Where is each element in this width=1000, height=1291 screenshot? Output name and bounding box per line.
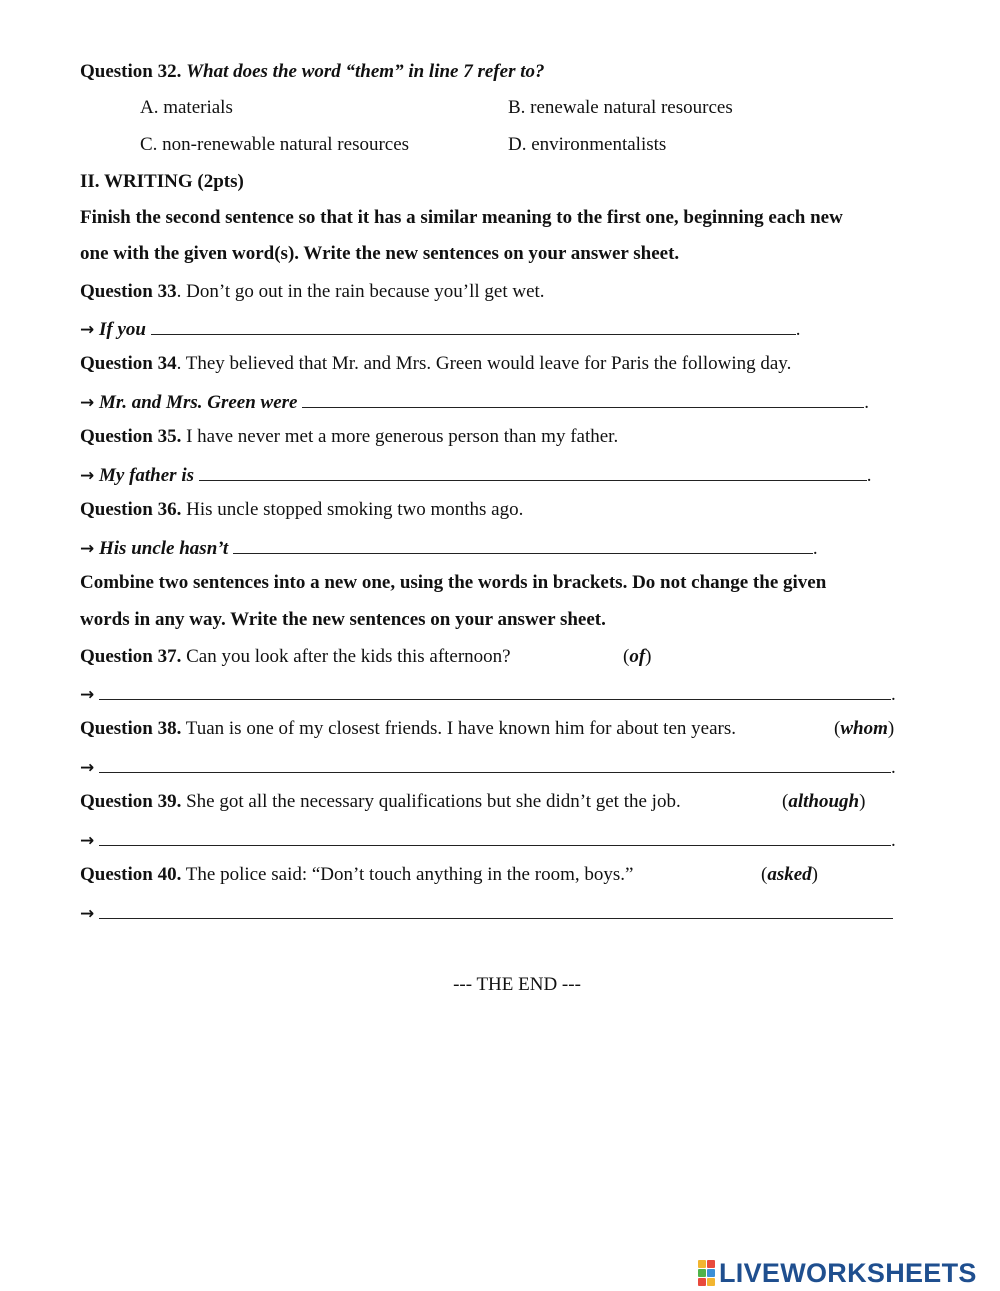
keyword: of	[629, 646, 646, 667]
answer-35	[80, 462, 872, 488]
instruction-2-line-2: words in any way. Write the new sentences on your answer sheet.	[80, 609, 606, 630]
question-33	[80, 280, 545, 304]
option-c[interactable]: C. non-renewable natural resources	[140, 134, 410, 155]
period: .	[866, 465, 872, 486]
arrow-icon: →	[80, 831, 95, 851]
answer-36	[80, 535, 818, 561]
question-39	[80, 790, 681, 814]
answer-blank[interactable]	[99, 681, 891, 700]
answer-starter: If you	[99, 319, 146, 340]
question-prompt: What does the word “them” in line 7 refer to?	[186, 61, 545, 82]
section-heading: II. WRITING (2pts)	[80, 171, 244, 192]
period: .	[891, 830, 896, 851]
answer-blank[interactable]	[99, 827, 891, 846]
answer-blank[interactable]	[302, 389, 864, 408]
logo-blocks-icon	[698, 1260, 715, 1286]
question-text: Tuan is one of my closest friends. I have known him for about ten years.	[185, 718, 736, 739]
arrow-icon: →	[80, 904, 95, 924]
arrow-icon: →	[80, 466, 95, 486]
keyword-38: (whom)	[834, 718, 895, 739]
question-label: Question 39.	[80, 791, 182, 812]
period: .	[891, 684, 896, 705]
keyword: asked	[767, 864, 812, 885]
answer-blank[interactable]	[99, 900, 893, 919]
question-35	[80, 425, 618, 449]
keyword-39: (although)	[782, 791, 866, 812]
arrow-icon: →	[80, 539, 95, 559]
question-label: Question 38.	[80, 718, 182, 739]
question-label: Question 40.	[80, 864, 182, 885]
option-b[interactable]: B. renewale natural resources	[508, 97, 733, 118]
answer-37	[80, 681, 896, 707]
option-a[interactable]: A. materials	[140, 97, 233, 118]
arrow-icon: →	[80, 758, 95, 778]
question-text: I have never met a more generous person than my father.	[186, 426, 619, 447]
question-text: She got all the necessary qualifications but she didn’t get the job.	[186, 791, 681, 812]
answer-blank[interactable]	[233, 535, 813, 554]
question-label: Question 37.	[80, 646, 182, 667]
question-40	[80, 863, 633, 887]
answer-33	[80, 316, 800, 342]
keyword: although	[788, 791, 860, 812]
period: .	[891, 757, 896, 778]
period: .	[812, 538, 818, 559]
instruction-1-line-2: one with the given word(s). Write the new sentences on your answer sheet.	[80, 243, 680, 264]
period: .	[864, 392, 869, 413]
question-38	[80, 717, 736, 741]
answer-blank[interactable]	[151, 316, 796, 335]
question-label: Question 33	[80, 281, 177, 302]
answer-blank[interactable]	[99, 754, 891, 773]
arrow-icon: →	[80, 320, 95, 340]
question-37	[80, 645, 511, 669]
logo-text: LIVEWORKSHEETS	[719, 1257, 977, 1288]
option-d[interactable]: D. environmentalists	[508, 134, 667, 155]
the-end: --- THE END ---	[453, 974, 581, 995]
question-34	[80, 352, 791, 376]
instruction-1-line-1: Finish the second sentence so that it has a similar meaning to the first one, beginning each new	[80, 207, 843, 228]
arrow-icon: →	[80, 393, 95, 413]
keyword-40: (asked)	[761, 864, 818, 885]
answer-starter: His uncle hasn’t	[99, 538, 229, 559]
question-32	[80, 60, 545, 84]
answer-40	[80, 900, 893, 926]
question-text: . Don’t go out in the rain because you’ll get wet.	[176, 281, 545, 302]
keyword-37: (of)	[623, 646, 652, 667]
answer-39	[80, 827, 896, 853]
keyword: whom	[840, 718, 888, 739]
question-label: Question 34	[80, 353, 177, 374]
question-text: Can you look after the kids this afternoon?	[186, 646, 511, 667]
question-36	[80, 498, 523, 522]
period: .	[795, 319, 801, 340]
question-label: Question 35.	[80, 426, 182, 447]
question-label: Question 36.	[80, 499, 182, 520]
answer-38	[80, 754, 896, 780]
question-label: Question 32.	[80, 61, 182, 82]
liveworksheets-logo[interactable]	[698, 1258, 977, 1288]
question-text: . They believed that Mr. and Mrs. Green would leave for Paris the following day.	[176, 353, 792, 374]
answer-blank[interactable]	[199, 462, 867, 481]
instruction-2-line-1: Combine two sentences into a new one, using the words in brackets. Do not change the given	[80, 572, 827, 593]
question-text: The police said: “Don’t touch anything in the room, boys.”	[185, 864, 634, 885]
answer-starter: My father is	[99, 465, 194, 486]
answer-starter: Mr. and Mrs. Green were	[99, 392, 298, 413]
arrow-icon: →	[80, 685, 95, 705]
question-text: His uncle stopped smoking two months ago.	[186, 499, 524, 520]
answer-34	[80, 389, 869, 415]
